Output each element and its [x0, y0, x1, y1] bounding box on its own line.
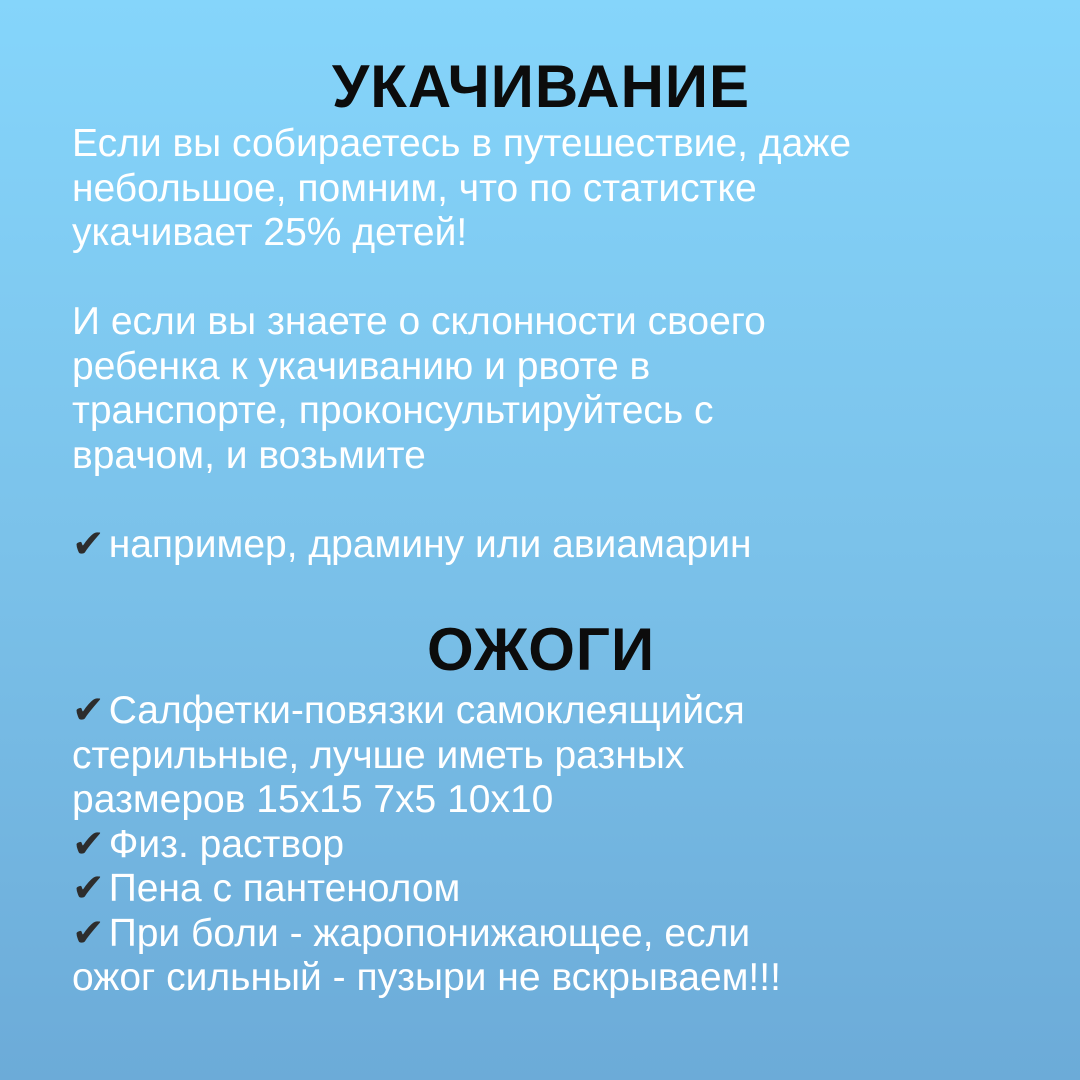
motion-paragraph-2	[72, 300, 1010, 478]
text-line: И если вы знаете о склонности своего	[72, 300, 766, 343]
list-item-text: При боли - жаропонижающее, если	[108, 911, 751, 955]
section-title-burns: ОЖОГИ	[426, 616, 656, 683]
text-line: транспорте, проконсультируйтесь с	[72, 389, 714, 432]
checkmark-icon: ✔	[72, 822, 105, 866]
text-line: небольшое, помним, что по статистке	[72, 166, 757, 210]
list-item-text: например, драмину или авиамарин	[108, 522, 752, 566]
burns-list	[72, 689, 1010, 1001]
text-line: Если вы собираетесь в путешествие, даже	[72, 122, 852, 165]
list-item-text: Пена с пантенолом	[108, 867, 461, 910]
text-line: ребенка к укачиванию и рвоте в	[72, 344, 651, 388]
text-line: стерильные, лучше иметь разных	[72, 733, 685, 777]
section-title-motion-sickness: УКАЧИВАНИЕ	[331, 53, 751, 120]
text-line: врачом, и возьмите	[72, 433, 426, 477]
list-item-text: Салфетки-повязки самоклеящийся	[108, 689, 745, 732]
motion-check-item	[72, 523, 1010, 568]
list-item	[72, 523, 1010, 568]
list-item-text: Физ. раствор	[108, 822, 345, 866]
motion-paragraph-1	[72, 122, 1010, 256]
list-item	[72, 867, 1010, 912]
checkmark-icon: ✔	[72, 911, 105, 955]
text-line: размеров 15х15 7х5 10х10	[72, 778, 554, 821]
checkmark-icon: ✔	[72, 522, 105, 566]
text-line: ожог сильный - пузыри не вскрываем!!!	[72, 956, 781, 999]
list-item	[72, 823, 1010, 868]
checkmark-icon: ✔	[72, 689, 105, 732]
checkmark-icon: ✔	[72, 867, 105, 910]
list-item	[72, 912, 1010, 957]
list-item	[72, 689, 1010, 734]
text-line: укачивает 25% детей!	[72, 211, 468, 254]
